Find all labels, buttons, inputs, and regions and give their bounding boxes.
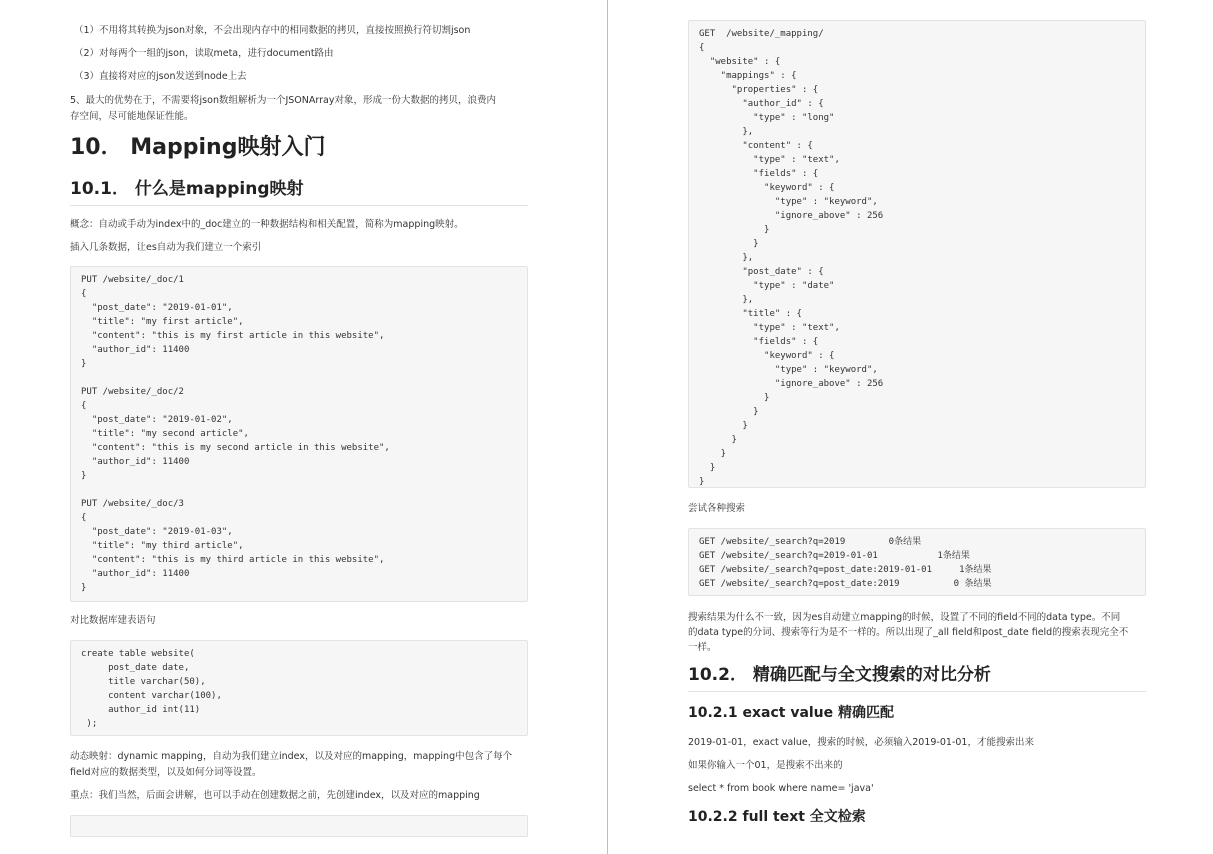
exact-value-paragraph: 2019-01-01，exact value，搜索的时候，必须输入2019-01-01，才能搜索出来 <box>688 737 1034 748</box>
advantage-paragraph-line: 5、最大的优势在于，不需要将json数组解析为一个JSONArray对象，形成一份大数据的拷贝，浪费内 <box>70 95 496 106</box>
compare-note: 对比数据库建表语句 <box>70 615 156 626</box>
section-title-10-2-1: 10.2.1 exact value 精确匹配 <box>688 705 895 721</box>
advantage-paragraph-line: 存空间，尽可能地保证性能。 <box>70 111 194 122</box>
section-title-10-1: 10.1． 什么是mapping映射 <box>70 177 528 206</box>
empty-code-block <box>70 815 528 837</box>
explain-paragraph-line: 一样。 <box>688 642 717 653</box>
explain-paragraph-line: 搜索结果为什么不一致，因为es自动建立mapping的时候，设置了不同的field不同的data type。不同 <box>688 612 1121 623</box>
dynamic-mapping-paragraph-line: field对应的数据类型，以及如何分词等设置。 <box>70 767 262 778</box>
page-divider <box>607 0 608 854</box>
input-01-paragraph: 如果你输入一个01，是搜索不出来的 <box>688 760 843 771</box>
list-item: （1）不用将其转换为json对象，不会出现内存中的相同数据的拷贝，直接按照换行符切割json <box>74 25 471 36</box>
section-title-10-2-2: 10.2.2 full text 全文检索 <box>688 809 866 825</box>
mapping-response-code-block: GET /website/_mapping/ { "website" : { "mappings" : { "properties" : { "author_id" : { "type" : "long" }, "content" : { "type" : "text", "fields" : { "keyword" : { "type" : "keyword", "ignore_above" : 256 } } }, "post_date" : { "type" : "date" }, "title" : { "type" : "text", "fields" : { "keyword" : { "type" : "keyword", "ignore_above" : 256 } } } } } } } <box>688 20 1146 488</box>
put-documents-code-block: PUT /website/_doc/1 { "post_date": "2019-01-01", "title": "my first article", "content": "this is my first article in this website", "author_id": 11400 } PUT /website/_doc/2 { "post_date": "2019-01-02", "title": "my second article", "content": "this is my second article in this website", "author_id": 11400 } PUT /website/_doc/3 { "post_date": "2019-01-03", "title": "my third article", "content": "this is my third article in this website", "author_id": 11400 } <box>70 266 528 602</box>
important-note: 重点：我们当然，后面会讲解，也可以手动在创建数据之前，先创建index，以及对应的mapping <box>70 790 480 801</box>
try-search-note: 尝试各种搜索 <box>688 503 746 514</box>
concept-paragraph: 概念：自动或手动为index中的_doc建立的一种数据结构和相关配置，简称为mapping映射。 <box>70 219 464 230</box>
section-title-10: 10． Mapping映射入门 <box>70 135 326 160</box>
sql-select-paragraph: select * from book where name= 'java' <box>688 783 874 794</box>
explain-paragraph-line: 的data type的分词、搜索等行为是不一样的。所以出现了_all field和post_date field的搜索表现完全不 <box>688 627 1129 638</box>
search-queries-code-block: GET /website/_search?q=2019 0条结果 GET /website/_search?q=2019-01-01 1条结果 GET /website/_search?q=post_date:2019-01-01 1条结果 GET /website/_search?q=post_date:2019 0 条结果 <box>688 528 1146 596</box>
insert-note: 插入几条数据，让es自动为我们建立一个索引 <box>70 242 262 253</box>
create-table-code-block: create table website( post_date date, title varchar(50), content varchar(100), author_id int(11) ); <box>70 640 528 736</box>
list-item: （3）直接将对应的json发送到node上去 <box>74 71 247 82</box>
list-item: （2）对每两个一组的json，读取meta，进行document路由 <box>74 48 334 59</box>
section-title-10-2: 10.2． 精确匹配与全文搜索的对比分析 <box>688 663 1146 692</box>
dynamic-mapping-paragraph-line: 动态映射：dynamic mapping，自动为我们建立index，以及对应的mapping，mapping中包含了每个 <box>70 751 513 762</box>
